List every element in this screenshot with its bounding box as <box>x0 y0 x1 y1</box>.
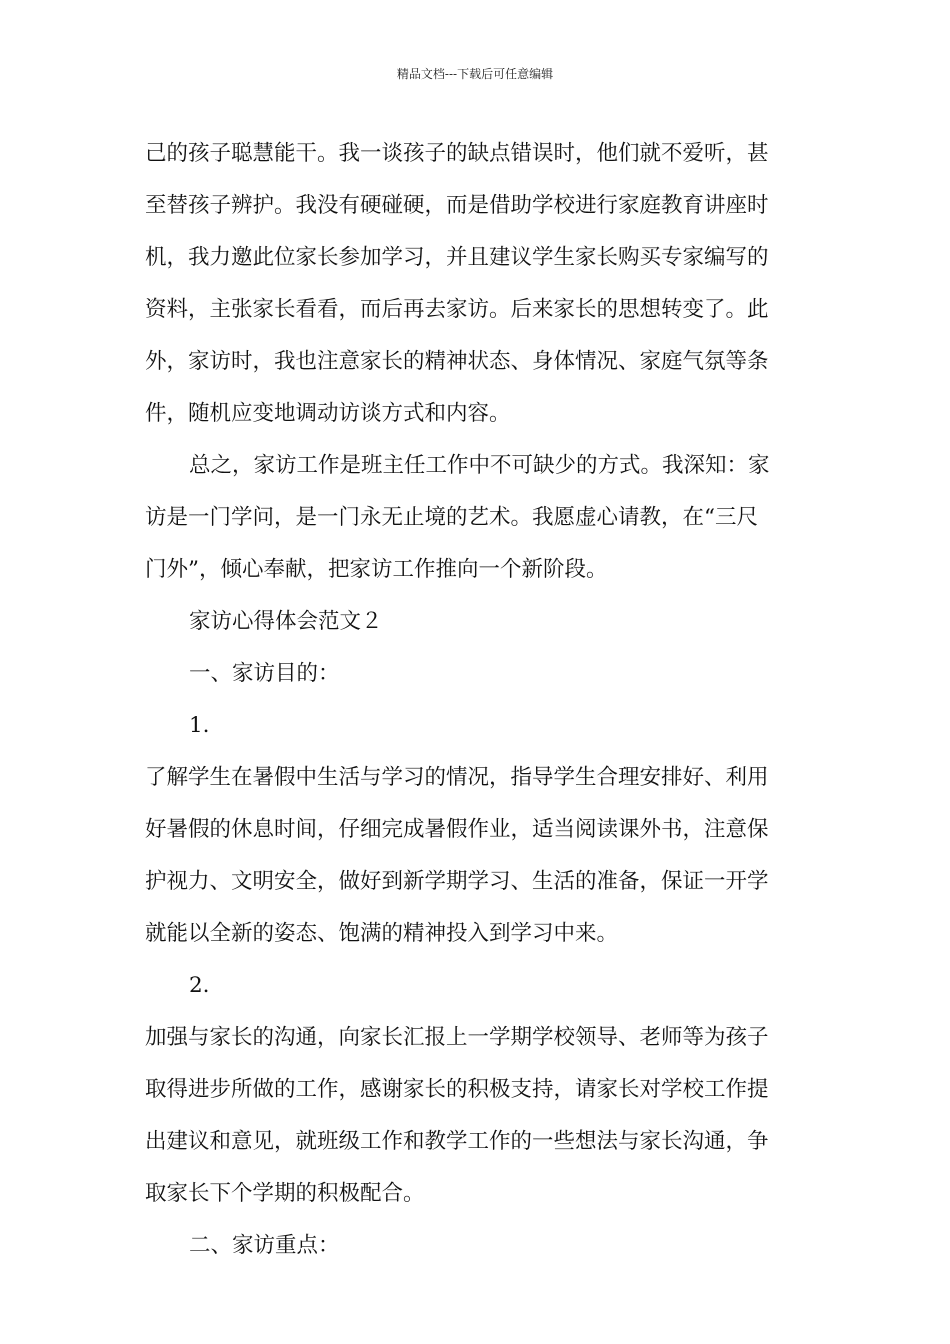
section-heading: 二、家访重点： <box>189 1233 340 1258</box>
paragraph-line: 总之，家访工作是班主任工作中不可缺少的方式。我深知：家 <box>189 453 770 478</box>
paragraph-line: 了解学生在暑假中生活与学习的情况，指导学生合理安排好、利用 <box>145 765 769 790</box>
paragraph-line: 机，我力邀此位家长参加学习，并且建议学生家长购买专家编写的 <box>145 245 769 270</box>
paragraph-line: 外，家访时，我也注意家长的精神状态、身体情况、家庭气氛等条 <box>145 349 769 374</box>
paragraph-line: 护视力、文明安全，做好到新学期学习、生活的准备，保证一开学 <box>145 869 769 894</box>
paragraph-line: 加强与家长的沟通，向家长汇报上一学期学校领导、老师等为孩子 <box>145 1025 769 1050</box>
list-number: 2. <box>189 973 210 998</box>
section-title: 家访心得体会范文２ <box>189 609 383 634</box>
document-body <box>145 128 807 1272</box>
list-number: 1. <box>189 713 210 738</box>
paragraph-line: 访是一门学问，是一门永无止境的艺术。我愿虚心请教，在“三尺 <box>145 505 758 530</box>
paragraph-line: 至替孩子辨护。我没有硬碰硬，而是借助学校进行家庭教育讲座时 <box>145 193 769 218</box>
paragraph-line: 件，随机应变地调动访谈方式和内容。 <box>145 401 511 426</box>
section-heading: 一、家访目的： <box>189 661 340 686</box>
paragraph-line: 取得进步所做的工作，感谢家长的积极支持，请家长对学校工作提 <box>145 1077 769 1102</box>
paragraph-line: 出建议和意见，就班级工作和教学工作的一些想法与家长沟通，争 <box>145 1129 769 1154</box>
paragraph-line: 就能以全新的姿态、饱满的精神投入到学习中来。 <box>145 921 619 946</box>
paragraph-line: 己的孩子聪慧能干。我一谈孩子的缺点错误时，他们就不爱听，甚 <box>145 141 769 166</box>
paragraph-line: 取家长下个学期的积极配合。 <box>145 1181 425 1206</box>
paragraph-line: 门外”，倾心奉献，把家访工作推向一个新阶段。 <box>145 557 608 582</box>
page-header: 精品文档---下载后可任意编辑 <box>396 67 554 81</box>
paragraph-line: 资料，主张家长看看，而后再去家访。后来家长的思想转变了。此 <box>145 297 769 322</box>
paragraph-line: 好暑假的休息时间，仔细完成暑假作业，适当阅读课外书，注意保 <box>145 817 769 842</box>
